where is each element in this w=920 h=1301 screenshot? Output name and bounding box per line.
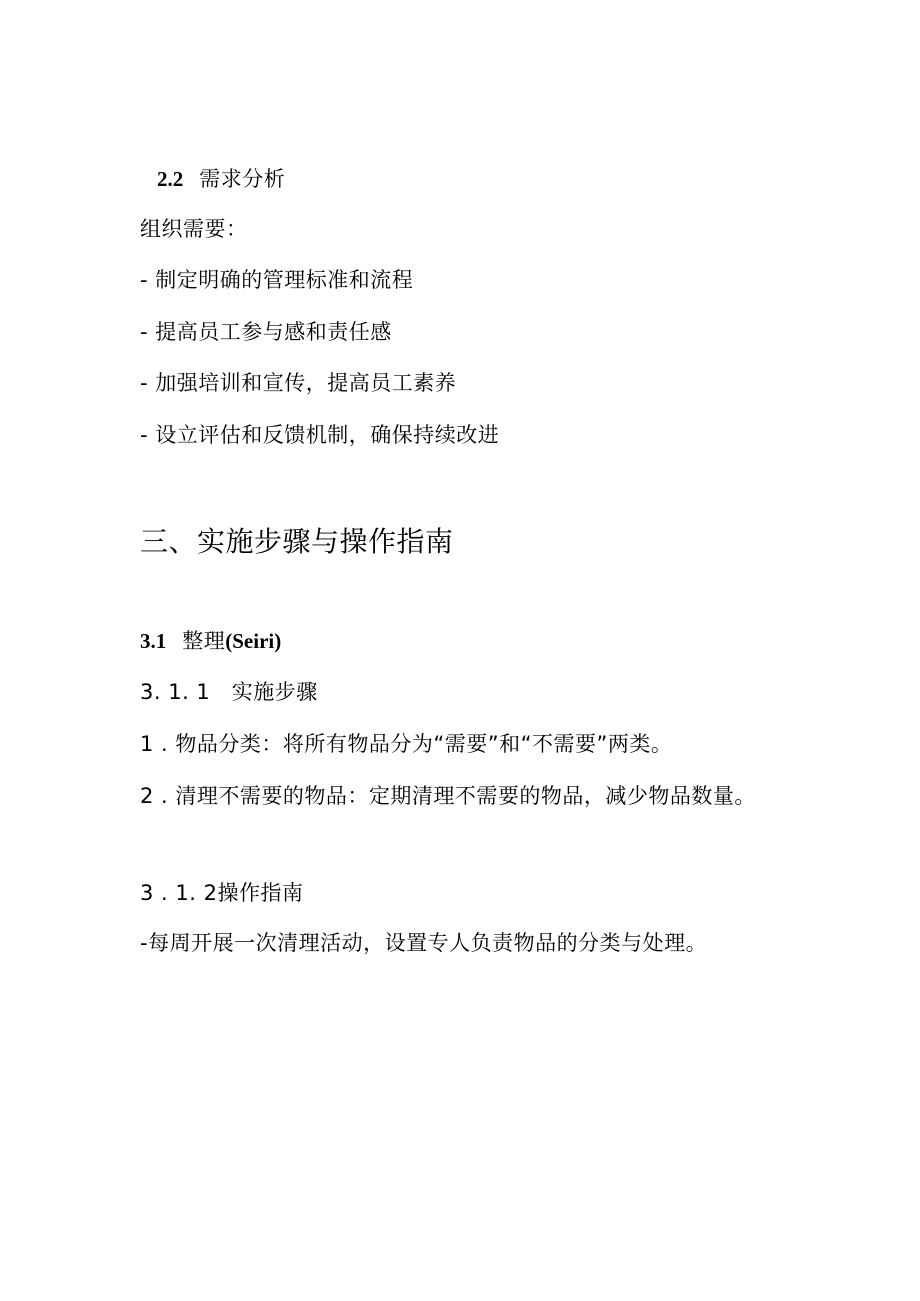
list-item: - 提高员工参与感和责任感 <box>140 320 392 344</box>
section-title-cn: 整理 <box>182 629 226 653</box>
list-item: - 加强培训和宣传，提高员工素养 <box>140 371 457 395</box>
section-title: 需求分析 <box>199 167 286 191</box>
chapter-title: 三、实施步骤与操作指南 <box>140 525 454 558</box>
step-item: 2 . 清理不需要的物品：定期清理不需要的物品，减少物品数量。 <box>140 784 756 808</box>
step-item: 1 . 物品分类：将所有物品分为“需要”和“不需要”两类。 <box>140 732 673 756</box>
subsection-3-1-1-heading: 3. 1. 1 实施步骤 <box>140 680 318 704</box>
section-2-2-heading <box>157 169 285 190</box>
list-item: - 制定明确的管理标准和流程 <box>140 268 414 292</box>
subsection-3-1-2-heading: 3 . 1. 2操作指南 <box>140 881 304 905</box>
org-needs-intro: 组织需要： <box>140 217 248 241</box>
list-item: - 设立评估和反馈机制，确保持续改进 <box>140 423 500 447</box>
section-number: 2.2 <box>157 167 184 191</box>
section-number: 3.1 <box>140 629 167 653</box>
section-title-en: (Seiri) <box>225 629 282 653</box>
section-3-1-heading <box>140 631 281 652</box>
guide-item: -每周开展一次清理活动，设置专人负责物品的分类与处理。 <box>140 931 708 955</box>
